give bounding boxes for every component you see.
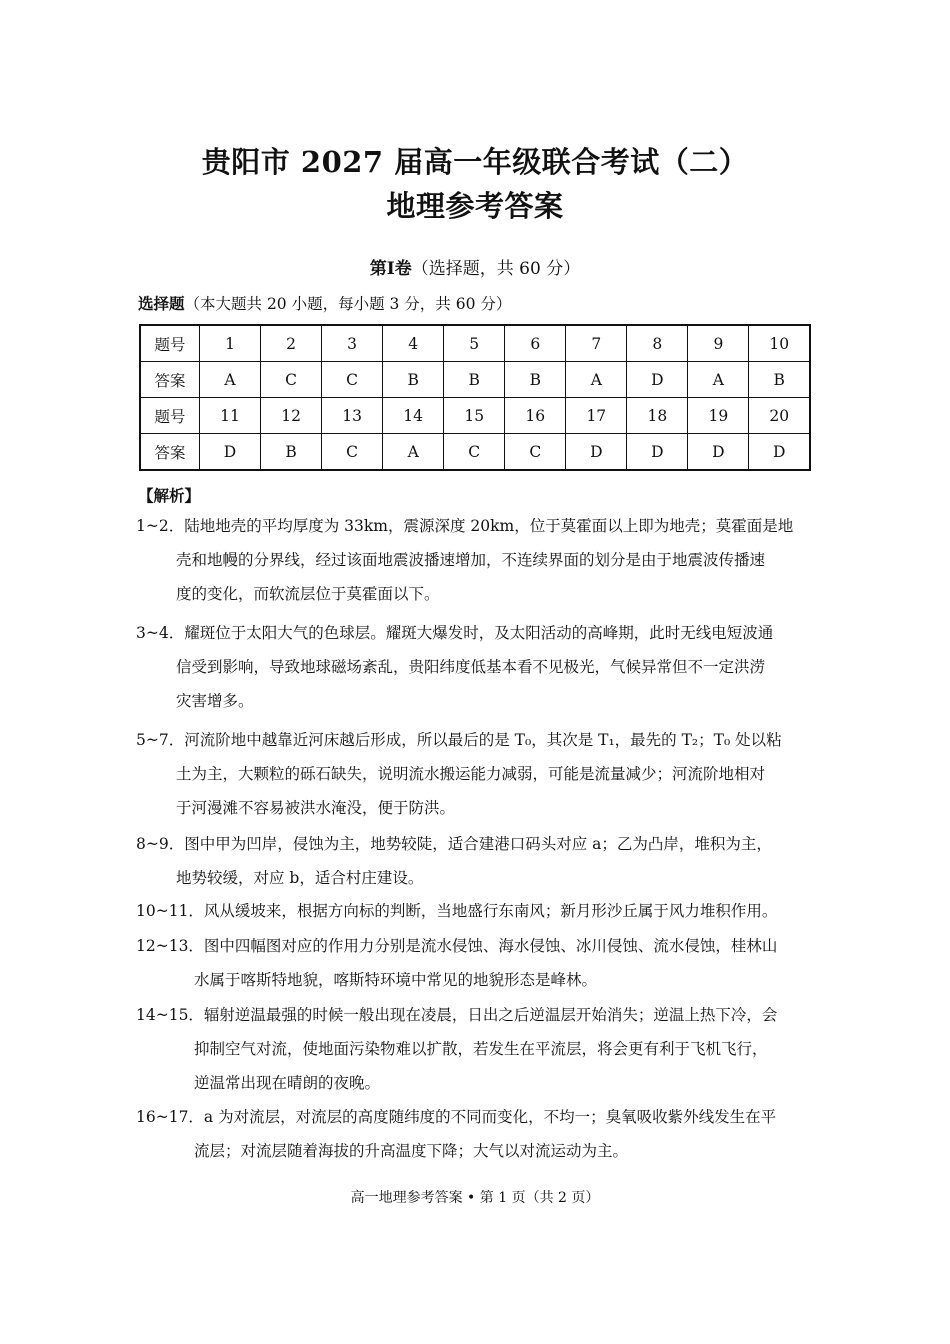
answer-cell: C — [322, 434, 383, 471]
number-cell: 1 — [200, 325, 261, 362]
answer-cell: C — [505, 434, 566, 471]
answer-cell: B — [505, 362, 566, 398]
answer-title: 地理参考答案 — [386, 189, 564, 223]
answer-cell: D — [200, 434, 261, 471]
number-cell: 17 — [566, 398, 627, 434]
number-cell: 18 — [627, 398, 688, 434]
analysis-item — [136, 929, 777, 997]
section-heading-bold: 第Ⅰ卷 — [369, 259, 412, 279]
number-cell: 9 — [688, 325, 749, 362]
number-cell: 15 — [444, 398, 505, 434]
analysis-line: 10~11．风从缓坡来，根据方向标的判断，当地盛行东南风；新月形沙丘属于风力堆积作用。 — [136, 902, 778, 920]
analysis-line: 16~17．a 为对流层，对流层的高度随纬度的不同而变化，不均一；臭氧吸收紫外线发生在平 — [136, 1108, 777, 1126]
answer-cell: D — [627, 362, 688, 398]
answer-cell: A — [566, 362, 627, 398]
answer-cell: D — [566, 434, 627, 471]
analysis-line: 14~15．辐射逆温最强的时候一般出现在凌晨，日出之后逆温层开始消失；逆温上热下冷，会 — [136, 1006, 778, 1024]
analysis-item — [136, 827, 772, 895]
analysis-line: 壳和地幔的分界线，经过该面地震波播速增加，不连续界面的划分是由于地震波传播速 — [176, 551, 766, 569]
answer-cell: D — [749, 434, 810, 471]
number-cell: 6 — [505, 325, 566, 362]
answer-cell: C — [322, 362, 383, 398]
number-cell: 3 — [322, 325, 383, 362]
choice-label — [138, 292, 511, 314]
analysis-item — [136, 723, 782, 825]
section-heading-rest: （选择题，共 60 分） — [411, 259, 581, 279]
number-row-label: 题号 — [140, 325, 200, 362]
table-row — [140, 434, 810, 471]
answer-cell: B — [261, 434, 322, 471]
analysis-line: 地势较缓，对应 b，适合村庄建设。 — [176, 869, 424, 887]
choice-label-rest: （本大题共 20 小题，每小题 3 分，共 60 分） — [184, 295, 512, 313]
analysis-line: 灾害增多。 — [176, 692, 254, 710]
analysis-item — [136, 894, 777, 928]
table-row — [140, 398, 810, 434]
answer-cell: A — [688, 362, 749, 398]
table-row — [140, 362, 810, 398]
answer-cell: A — [383, 434, 444, 471]
answer-cell: B — [749, 362, 810, 398]
answer-cell: C — [444, 434, 505, 471]
analysis-item — [136, 616, 773, 718]
analysis-line: 信受到影响，导致地球磁场紊乱，贵阳纬度低基本看不见极光，气候异常但不一定洪涝 — [176, 658, 766, 676]
analysis-line: 度的变化，而软流层位于莫霍面以下。 — [176, 585, 440, 603]
number-cell: 8 — [627, 325, 688, 362]
answer-row-label: 答案 — [140, 362, 200, 398]
page-footer: 高一地理参考答案 • 第 1 页（共 2 页） — [350, 1190, 600, 1206]
analysis-line: 流层；对流层随着海拔的升高温度下降；大气以对流运动为主。 — [194, 1142, 629, 1160]
number-cell: 20 — [749, 398, 810, 434]
number-cell: 5 — [444, 325, 505, 362]
analysis-line: 土为主，大颗粒的砾石缺失，说明流水搬运能力减弱，可能是流量减少；河流阶地相对 — [176, 765, 766, 783]
answer-row-label: 答案 — [140, 434, 200, 471]
exam-title: 贵阳市 2027 届高一年级联合考试（二） — [201, 145, 749, 179]
analysis-line: 12~13．图中四幅图对应的作用力分别是流水侵蚀、海水侵蚀、冰川侵蚀、流水侵蚀，桂林山 — [136, 937, 778, 955]
analysis-line: 8~9．图中甲为凹岸，侵蚀为主，地势较陡，适合建港口码头对应 a；乙为凸岸，堆积为主， — [136, 835, 772, 853]
number-cell: 13 — [322, 398, 383, 434]
answer-table — [139, 324, 811, 471]
number-cell: 12 — [261, 398, 322, 434]
analysis-item — [136, 1100, 776, 1168]
analysis-line: 水属于喀斯特地貌，喀斯特环境中常见的地貌形态是峰林。 — [194, 971, 598, 989]
number-cell: 16 — [505, 398, 566, 434]
analysis-line: 5~7．河流阶地中越靠近河床越后形成，所以最后的是 T₀，其次是 T₁，最先的 T₂；T₀ 处以粘 — [136, 731, 782, 749]
answer-cell: C — [261, 362, 322, 398]
section-heading — [0, 254, 950, 279]
choice-label-bold: 选择题 — [138, 294, 185, 313]
analysis-heading: 【解析】 — [138, 486, 201, 505]
analysis-line: 1~2．陆地地壳的平均厚度为 33km，震源深度 20km，位于莫霍面以上即为地壳；莫霍面是地 — [136, 517, 794, 535]
answer-cell: D — [688, 434, 749, 471]
number-cell: 4 — [383, 325, 444, 362]
number-cell: 19 — [688, 398, 749, 434]
number-cell: 14 — [383, 398, 444, 434]
answer-cell: A — [200, 362, 261, 398]
table-row — [140, 325, 810, 362]
number-cell: 7 — [566, 325, 627, 362]
answer-cell: B — [444, 362, 505, 398]
answer-cell: D — [627, 434, 688, 471]
analysis-item — [136, 998, 777, 1100]
analysis-line: 逆温常出现在晴朗的夜晚。 — [194, 1074, 381, 1092]
number-cell: 10 — [749, 325, 810, 362]
number-cell: 11 — [200, 398, 261, 434]
analysis-line: 3~4．耀斑位于太阳大气的色球层。耀斑大爆发时，及太阳活动的高峰期，此时无线电短波通 — [136, 624, 774, 642]
answer-cell: B — [383, 362, 444, 398]
analysis-item — [136, 509, 793, 611]
number-row-label: 题号 — [140, 398, 200, 434]
number-cell: 2 — [261, 325, 322, 362]
analysis-line: 抑制空气对流，使地面污染物难以扩散，若发生在平流层，将会更有利于飞机飞行， — [194, 1040, 768, 1058]
analysis-line: 于河漫滩不容易被洪水淹没，便于防洪。 — [176, 799, 456, 817]
